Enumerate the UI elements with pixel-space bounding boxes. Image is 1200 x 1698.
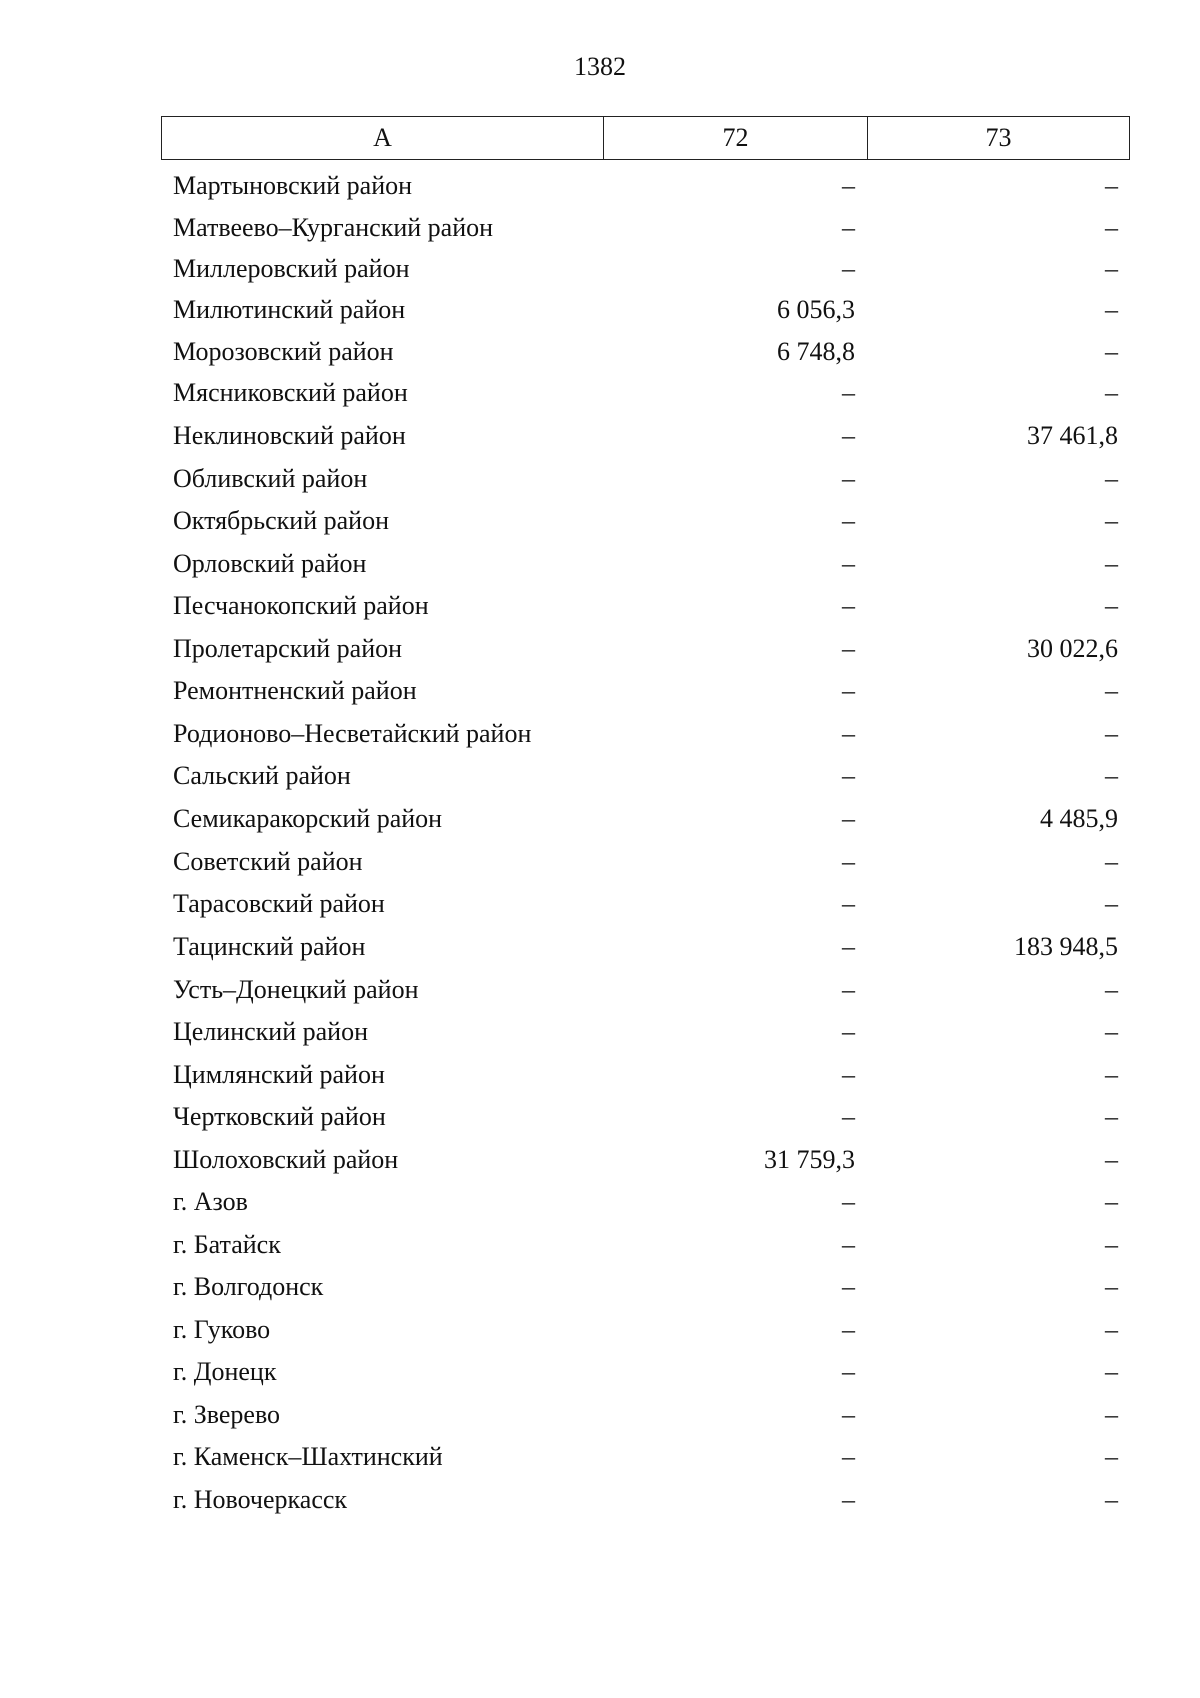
table-row <box>161 629 1130 669</box>
row-value-73: – <box>1105 1145 1118 1174</box>
row-name: Неклиновский район <box>173 421 406 450</box>
row-name: г. Батайск <box>173 1230 281 1259</box>
row-name: Тацинский район <box>173 932 366 961</box>
table-row <box>161 586 1130 626</box>
table-row <box>161 1310 1130 1350</box>
table-row <box>161 373 1130 413</box>
row-name: Песчанокопский район <box>173 591 429 620</box>
row-name: г. Азов <box>173 1187 248 1216</box>
row-value-72: – <box>842 719 855 748</box>
page-number: 1382 <box>574 52 626 81</box>
row-value-73: – <box>1105 761 1118 790</box>
table-row <box>161 290 1130 330</box>
row-value-73: – <box>1105 337 1118 366</box>
row-value-73: – <box>1105 975 1118 1004</box>
row-value-72: – <box>842 378 855 407</box>
table-row <box>161 459 1130 499</box>
table-row <box>161 501 1130 541</box>
table-row <box>161 416 1130 456</box>
row-value-72: – <box>842 1485 855 1514</box>
row-value-72: – <box>842 549 855 578</box>
row-value-73: 4 485,9 <box>1040 804 1118 833</box>
row-name: Пролетарский район <box>173 634 403 663</box>
row-name: Октябрьский район <box>173 506 389 535</box>
row-name: Усть–Донецкий район <box>173 975 419 1004</box>
row-name: г. Каменск–Шахтинский <box>173 1442 443 1471</box>
row-value-73: – <box>1105 378 1118 407</box>
row-value-73: – <box>1105 254 1118 283</box>
row-name: г. Гуково <box>173 1315 271 1344</box>
row-value-72: – <box>842 634 855 663</box>
table-row <box>161 1225 1130 1265</box>
row-value-73: – <box>1105 1102 1118 1131</box>
row-name: Матвеево–Курганский район <box>173 213 494 242</box>
row-name: Милютинский район <box>173 295 406 324</box>
row-value-72: – <box>842 1442 855 1471</box>
row-name: Морозовский район <box>173 337 394 366</box>
row-value-72: – <box>842 761 855 790</box>
row-value-73: – <box>1105 1230 1118 1259</box>
row-value-73: – <box>1105 847 1118 876</box>
row-value-72: – <box>842 1102 855 1131</box>
row-value-73: – <box>1105 1060 1118 1089</box>
row-value-73: – <box>1105 1485 1118 1514</box>
row-value-72: – <box>842 1400 855 1429</box>
row-value-73: 37 461,8 <box>1027 421 1118 450</box>
table-row <box>161 1055 1130 1095</box>
row-value-73: 183 948,5 <box>1014 932 1118 961</box>
row-name: Обливский район <box>173 464 368 493</box>
table-row <box>161 1437 1130 1477</box>
row-value-73: – <box>1105 1272 1118 1301</box>
table-row <box>161 208 1130 248</box>
row-name: Мясниковский район <box>173 378 408 407</box>
row-name: Орловский район <box>173 549 367 578</box>
table-row <box>161 970 1130 1010</box>
row-name: Сальский район <box>173 761 351 790</box>
row-value-73: – <box>1105 1315 1118 1344</box>
row-name: Шолоховский район <box>173 1145 399 1174</box>
table-row <box>161 1012 1130 1052</box>
table-row <box>161 1097 1130 1137</box>
row-name: Ремонтненский район <box>173 676 417 705</box>
row-value-73: – <box>1105 1400 1118 1429</box>
row-name: г. Донецк <box>173 1357 277 1386</box>
row-name: Цимлянский район <box>173 1060 385 1089</box>
table-row <box>161 884 1130 924</box>
row-value-73: – <box>1105 1187 1118 1216</box>
table-row <box>161 1140 1130 1180</box>
header-cell-73: 73 <box>985 123 1012 152</box>
row-value-72: – <box>842 1187 855 1216</box>
row-value-72: – <box>842 506 855 535</box>
table-row <box>161 544 1130 584</box>
row-value-72: – <box>842 1357 855 1386</box>
row-value-73: – <box>1105 1357 1118 1386</box>
row-value-72: – <box>842 1315 855 1344</box>
row-name: Чертковский район <box>173 1102 386 1131</box>
row-name: Миллеровский район <box>173 254 410 283</box>
row-name: г. Новочеркасск <box>173 1485 348 1514</box>
row-value-73: – <box>1105 1442 1118 1471</box>
row-value-72: – <box>842 932 855 961</box>
row-name: Целинский район <box>173 1017 368 1046</box>
row-value-72: – <box>842 847 855 876</box>
table-row <box>161 166 1130 206</box>
row-name: г. Волгодонск <box>173 1272 324 1301</box>
table-row <box>161 927 1130 967</box>
table-row <box>161 332 1130 372</box>
row-value-72: – <box>842 254 855 283</box>
row-value-72: – <box>842 213 855 242</box>
table-row <box>161 1395 1130 1435</box>
row-value-72: – <box>842 889 855 918</box>
row-name: Мартыновский район <box>173 171 413 200</box>
row-name: г. Зверево <box>173 1400 281 1429</box>
row-value-72: – <box>842 591 855 620</box>
row-value-73: – <box>1105 1017 1118 1046</box>
row-name: Советский район <box>173 847 363 876</box>
row-value-72: – <box>842 464 855 493</box>
row-value-73: – <box>1105 213 1118 242</box>
table-row <box>161 799 1130 839</box>
table-row <box>161 671 1130 711</box>
row-value-73: – <box>1105 591 1118 620</box>
row-value-73: – <box>1105 549 1118 578</box>
row-value-72: 6 056,3 <box>777 295 855 324</box>
table-row <box>161 842 1130 882</box>
row-value-72: – <box>842 1060 855 1089</box>
row-value-73: – <box>1105 506 1118 535</box>
row-value-72: – <box>842 1017 855 1046</box>
table-row <box>161 1182 1130 1222</box>
row-name: Тарасовский район <box>173 889 385 918</box>
row-value-72: – <box>842 804 855 833</box>
header-cell-72: 72 <box>604 117 868 159</box>
row-value-73: – <box>1105 295 1118 324</box>
table-row <box>161 756 1130 796</box>
row-value-72: 6 748,8 <box>777 337 855 366</box>
row-value-73: – <box>1105 171 1118 200</box>
row-value-72: – <box>842 1230 855 1259</box>
row-value-72: 31 759,3 <box>764 1145 855 1174</box>
row-value-73: 30 022,6 <box>1027 634 1118 663</box>
row-value-73: – <box>1105 676 1118 705</box>
row-value-72: – <box>842 171 855 200</box>
table-row <box>161 1267 1130 1307</box>
row-value-72: – <box>842 975 855 1004</box>
row-name: Семикаракорский район <box>173 804 443 833</box>
table-row <box>161 1480 1130 1520</box>
table-row <box>161 1352 1130 1392</box>
row-value-73: – <box>1105 889 1118 918</box>
table-header <box>161 116 1130 160</box>
row-value-73: – <box>1105 464 1118 493</box>
row-value-72: – <box>842 421 855 450</box>
row-value-73: – <box>1105 719 1118 748</box>
table-row <box>161 714 1130 754</box>
table-row <box>161 249 1130 289</box>
header-cell-a: А <box>162 117 604 159</box>
row-name: Родионово–Несветайский район <box>173 719 532 748</box>
row-value-72: – <box>842 676 855 705</box>
row-value-72: – <box>842 1272 855 1301</box>
